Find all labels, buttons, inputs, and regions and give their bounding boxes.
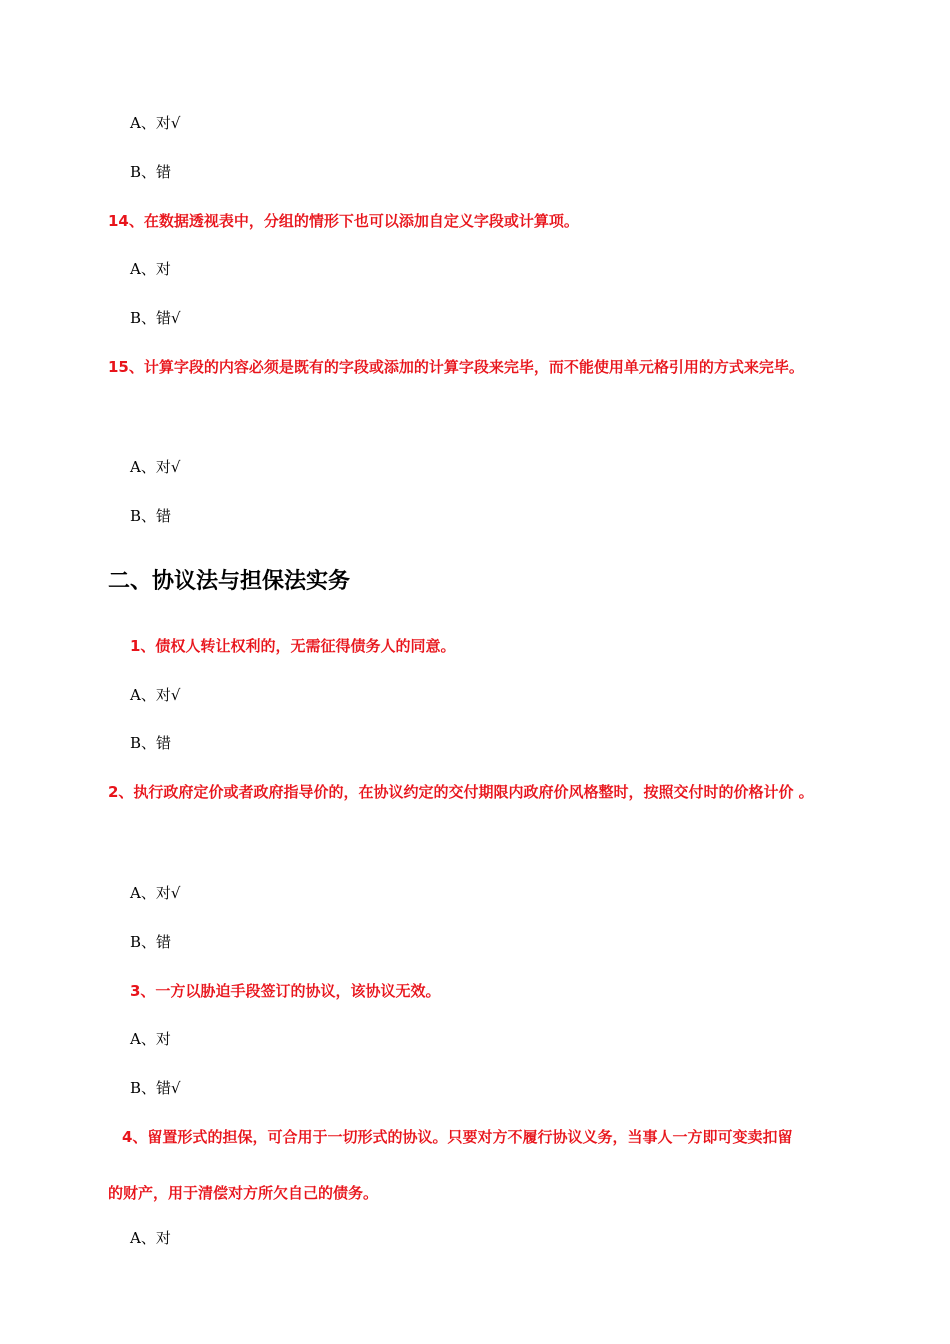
q2-option-b: B、错	[130, 933, 172, 951]
q15-option-b: B、错	[130, 507, 172, 525]
q14-option-b: B、错√	[130, 309, 181, 327]
question-1: 1、债权人转让权利的，无需征得债务人的同意。	[130, 637, 456, 655]
question-2: 2、执行政府定价或者政府指导价的，在协议约定的交付期限内政府价风格整时，按照交付时的价格计价 。	[108, 783, 814, 801]
question-15: 15、计算字段的内容必须是既有的字段或添加的计算字段来完毕，而不能使用单元格引用的方式来完毕。	[108, 358, 804, 376]
q3-option-a: A、对	[130, 1030, 171, 1048]
question-14: 14、在数据透视表中，分组的情形下也可以添加自定义字段或计算项。	[108, 212, 579, 230]
question-4-line-1: 4、留置形式的担保，可合用于一切形式的协议。只要对方不履行协议义务，当事人一方即可变卖扣留	[122, 1128, 793, 1146]
q3-option-b: B、错√	[130, 1079, 181, 1097]
q4-option-a: A、对	[130, 1229, 171, 1247]
q13-option-a: A、对√	[130, 114, 181, 132]
q1-option-b: B、错	[130, 734, 172, 752]
q1-option-a: A、对√	[130, 686, 181, 704]
section-heading: 二、协议法与担保法实务	[108, 569, 351, 594]
question-4-line-2: 的财产，用于清偿对方所欠自己的债务。	[108, 1184, 379, 1202]
q14-option-a: A、对	[130, 260, 171, 278]
q2-option-a: A、对√	[130, 884, 181, 902]
q15-option-a: A、对√	[130, 458, 181, 476]
question-3: 3、一方以胁迫手段签订的协议，该协议无效。	[130, 982, 441, 1000]
q13-option-b: B、错	[130, 163, 172, 181]
